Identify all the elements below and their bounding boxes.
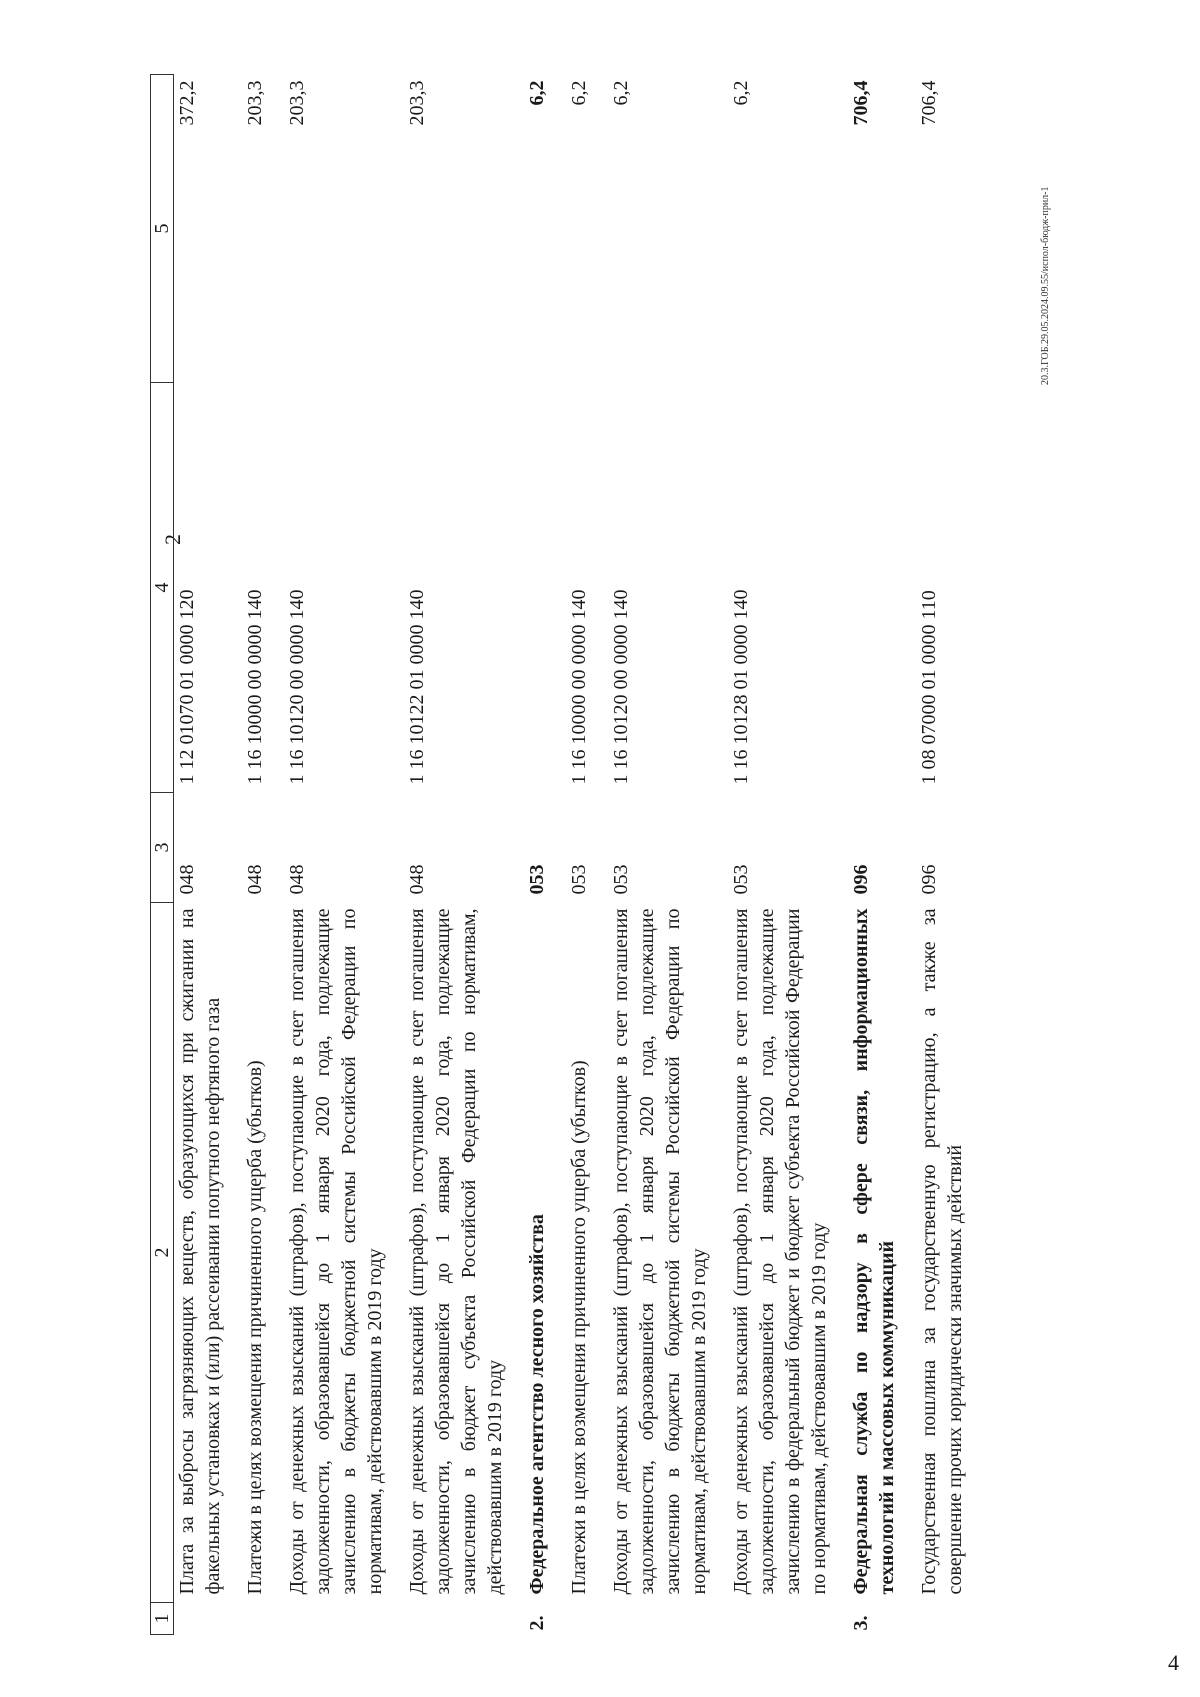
cell-amount: 6,2	[526, 80, 548, 106]
cell-kbk-code: 1 16 10000 00 0000 140	[568, 589, 590, 785]
cell-kbk-code: 1 16 10120 00 0000 140	[610, 589, 632, 785]
footer-code: 20.3.ГОБ.29.05.2024.09.55/испол-бюдж-прил-1	[1040, 186, 1051, 385]
cell-admin-code: 053	[526, 864, 548, 895]
rotated-page	[150, 75, 1050, 1635]
table-row	[566, 75, 608, 1635]
cell-name: Федеральное агентство лесного хозяйства	[526, 1214, 548, 1595]
header-row	[151, 75, 174, 1635]
col-header-5: 5	[151, 75, 174, 383]
cell-number	[284, 1603, 404, 1635]
cell-name: Доходы от денежных взысканий (штрафов), поступающие в счет погашения задолженности, образовавшейся до 1 января 2020 года, подлежащие зачислению в бюджеты бюджетной системы Российской Федерации по нормативам, действовавшим в 2019 году	[610, 908, 710, 1595]
cell-name: Доходы от денежных взысканий (штрафов), поступающие в счет погашения задолженности, образовавшейся до 1 января 2020 года, подлежащие зачислению в бюджет субъекта Российской Федерации по нормативам, действовавшим в 2019 году	[406, 908, 506, 1595]
cell-admin-code: 048	[176, 864, 198, 895]
page-number: 2	[160, 534, 185, 545]
cell-amount: 203,3	[286, 80, 308, 126]
revenue-table	[150, 74, 984, 1635]
cell-admin-code: 096	[850, 864, 872, 895]
cell-name: Федеральная служба по надзору в сфере связи, информационных технологий и массовых коммуникаций	[850, 908, 898, 1595]
cell-kbk-code: 1 16 10122 01 0000 140	[406, 589, 428, 785]
table-row	[608, 75, 728, 1635]
cell-admin-code: 053	[610, 864, 632, 895]
cell-kbk-code: 1 08 07000 01 0000 110	[918, 590, 940, 785]
cell-amount: 203,3	[406, 80, 428, 126]
cell-amount: 6,2	[730, 80, 752, 106]
cell-number	[916, 1603, 984, 1635]
table-row	[174, 75, 243, 1635]
cell-admin-code: 053	[568, 864, 590, 895]
cell-amount: 706,4	[850, 80, 872, 126]
cell-kbk-code: 1 12 01070 01 0000 120	[176, 589, 198, 785]
table-row	[242, 75, 284, 1635]
cell-name: Государственная пошлина за государственную регистрацию, а также за совершение прочих юридически значимых действий	[918, 908, 966, 1595]
cell-admin-code: 048	[244, 864, 266, 895]
table-row	[404, 75, 524, 1635]
col-header-3: 3	[151, 793, 174, 903]
cell-amount: 372,2	[176, 80, 198, 126]
col-header-4: 4	[151, 383, 174, 793]
col-header-2: 2	[151, 903, 174, 1603]
cell-name: Плата за выбросы загрязняющих веществ, образующихся при сжигании на факельных установках и (или) рассеивании попутного нефтяного газа	[176, 908, 224, 1595]
cell-number	[728, 1603, 848, 1635]
table-body	[174, 75, 985, 1635]
cell-number	[174, 1603, 243, 1635]
cell-amount: 6,2	[568, 80, 590, 106]
cell-admin-code: 048	[406, 864, 428, 895]
cell-name: Платежи в целях возмещения причиненного ущерба (убытков)	[244, 1060, 266, 1595]
cell-number	[404, 1603, 524, 1635]
cell-number	[566, 1603, 608, 1635]
cell-kbk-code: 1 16 10120 00 0000 140	[286, 589, 308, 785]
cell-kbk-code: 1 16 10000 00 0000 140	[244, 589, 266, 785]
cell-number: 2.	[526, 1615, 548, 1631]
corner-page-number: 4	[1168, 1650, 1179, 1675]
cell-name: Доходы от денежных взысканий (штрафов), поступающие в счет погашения задолженности, образовавшейся до 1 января 2020 года, подлежащие зачислению в бюджеты бюджетной системы Российской Федерации по нормативам, действовавшим в 2019 году	[286, 908, 386, 1595]
cell-kbk-code	[848, 383, 916, 793]
cell-amount: 6,2	[610, 80, 632, 106]
cell-amount: 706,4	[918, 80, 940, 126]
cell-number	[242, 1603, 284, 1635]
cell-admin-code: 096	[918, 864, 940, 895]
table-row	[916, 75, 984, 1635]
cell-name: Доходы от денежных взысканий (штрафов), поступающие в счет погашения задолженности, образовавшейся до 1 января 2020 года, подлежащие зачислению в федеральный бюджет и бюджет субъекта Российской Федерации по нормативам, действовавшим в 2019 году	[730, 908, 830, 1595]
table-row	[524, 75, 566, 1635]
cell-number	[608, 1603, 728, 1635]
table-row	[728, 75, 848, 1635]
table-row	[848, 75, 916, 1635]
cell-name: Платежи в целях возмещения причиненного ущерба (убытков)	[568, 1060, 590, 1595]
cell-admin-code: 053	[730, 864, 752, 895]
cell-number: 3.	[850, 1615, 872, 1631]
cell-kbk-code: 1 16 10128 01 0000 140	[730, 589, 752, 785]
cell-amount: 203,3	[244, 80, 266, 126]
cell-kbk-code	[524, 383, 566, 793]
col-header-1: 1	[151, 1603, 174, 1635]
table-row	[284, 75, 404, 1635]
cell-admin-code: 048	[286, 864, 308, 895]
